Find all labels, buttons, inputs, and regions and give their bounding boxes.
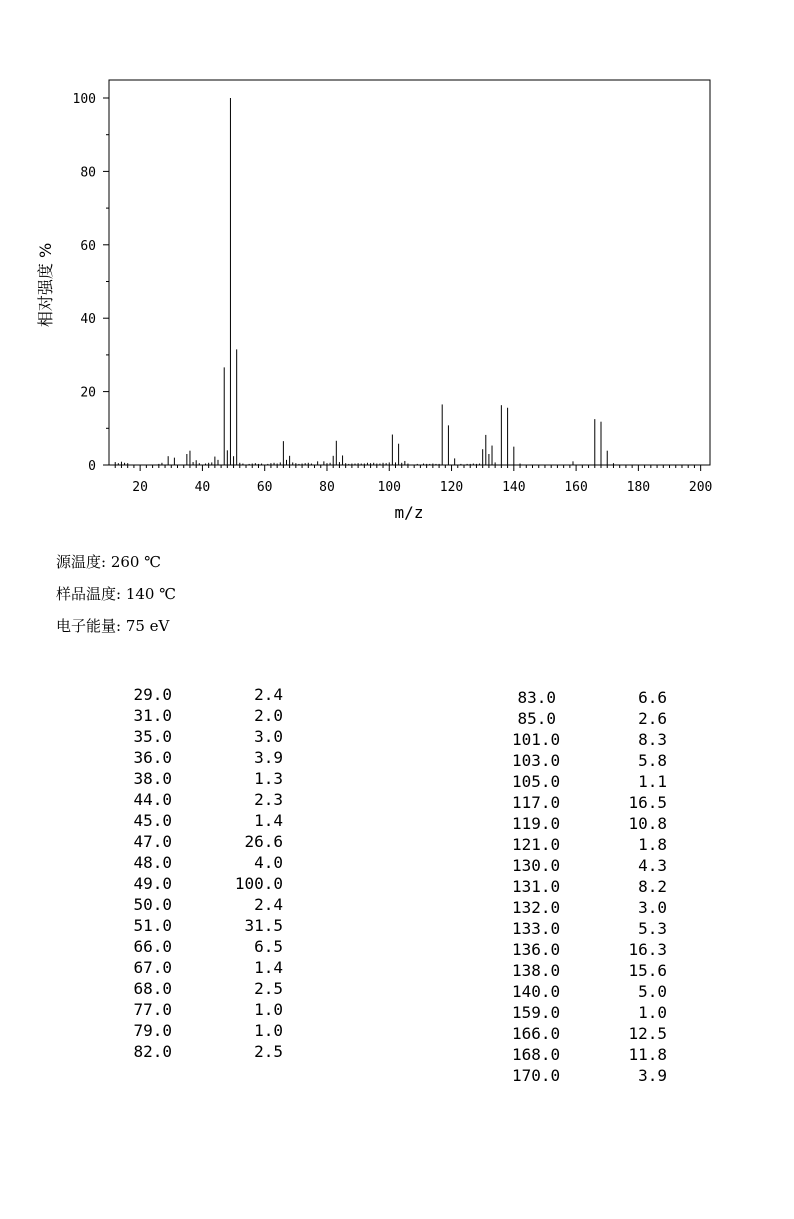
peak-table-row: [512, 855, 667, 876]
peak-abundance-value: 11.8: [628, 1045, 667, 1064]
y-axis-label: 相对强度 %: [36, 242, 55, 328]
peak-table-row: [512, 708, 667, 729]
peak-table-row: [512, 771, 667, 792]
peak-abundance-value: 2.3: [254, 790, 283, 809]
plot-frame: [109, 80, 710, 465]
peak-table-row: [128, 1020, 283, 1041]
peak-table-row: [512, 939, 667, 960]
x-axis-label: m/z: [394, 503, 424, 522]
peak-table-row: [512, 813, 667, 834]
peak-mz-value: 44.0: [133, 790, 172, 809]
peak-abundance-value: 15.6: [628, 961, 667, 980]
peak-mz-value: 159.0: [512, 1003, 561, 1022]
peak-table-row: [128, 747, 283, 768]
peak-table-row: [128, 957, 283, 978]
peak-table-row: [128, 726, 283, 747]
peak-abundance-value: 1.4: [254, 811, 283, 830]
peak-mz-value: 140.0: [512, 982, 561, 1001]
peak-mz-value: 83.0: [517, 688, 556, 707]
peak-table-row: [512, 1002, 667, 1023]
peak-mz-value: 51.0: [133, 916, 172, 935]
peak-mz-value: 45.0: [133, 811, 172, 830]
peak-table-row: [512, 960, 667, 981]
peak-table-row: [512, 1065, 667, 1086]
peak-abundance-value: 8.3: [638, 730, 667, 749]
peak-mz-value: 105.0: [512, 772, 561, 791]
peak-mz-value: 77.0: [133, 1000, 172, 1019]
peak-mz-value: 36.0: [133, 748, 172, 767]
peak-table-row: [512, 876, 667, 897]
peak-table-row: [512, 834, 667, 855]
source-temperature: 源温度: 260 ℃: [56, 553, 162, 571]
peak-abundance-value: 1.0: [254, 1021, 283, 1040]
peak-abundance-value: 1.3: [254, 769, 283, 788]
peak-mz-value: 101.0: [512, 730, 561, 749]
peak-abundance-value: 31.5: [244, 916, 283, 935]
peak-table-row: [128, 894, 283, 915]
peak-table-row: [512, 897, 667, 918]
peak-abundance-value: 16.5: [628, 793, 667, 812]
x-tick-label: 140: [502, 480, 526, 495]
peak-table-row: [512, 1023, 667, 1044]
peak-mz-value: 50.0: [133, 895, 172, 914]
x-tick-label: 120: [439, 480, 464, 495]
peak-bars: [115, 98, 613, 465]
peak-abundance-value: 1.8: [638, 835, 667, 854]
peak-mz-value: 31.0: [133, 706, 172, 725]
peak-table-row: [128, 915, 283, 936]
peak-table-row: [512, 687, 667, 708]
peak-table-left: [128, 684, 283, 1062]
peak-table-row: [512, 918, 667, 939]
x-axis-ticks: [115, 465, 712, 495]
y-tick-label: 20: [80, 385, 96, 401]
electron-energy: 电子能量: 75 eV: [56, 617, 170, 635]
peak-abundance-value: 2.0: [254, 706, 283, 725]
y-tick-label: 100: [72, 92, 96, 107]
peak-table-row: [128, 1041, 283, 1062]
x-tick-label: 80: [319, 480, 335, 495]
peak-table-row: [128, 852, 283, 873]
peak-table-row: [128, 999, 283, 1020]
sample-temperature: 样品温度: 140 ℃: [56, 585, 177, 603]
y-tick-label: 40: [80, 312, 96, 328]
peak-abundance-value: 3.0: [638, 898, 667, 917]
peak-mz-value: 138.0: [512, 961, 561, 980]
peak-mz-value: 103.0: [512, 751, 561, 770]
peak-mz-value: 49.0: [133, 874, 172, 893]
peak-mz-value: 82.0: [133, 1042, 172, 1061]
peak-abundance-value: 12.5: [628, 1024, 667, 1043]
peak-table-right: [512, 687, 667, 1086]
y-tick-label: 60: [80, 238, 96, 254]
peak-table-row: [128, 936, 283, 957]
x-tick-label: 160: [564, 480, 588, 495]
x-tick-label: 100: [377, 480, 402, 495]
peak-abundance-value: 4.3: [638, 856, 667, 875]
peak-abundance-value: 1.4: [254, 958, 283, 977]
peak-abundance-value: 26.6: [244, 832, 283, 851]
peak-table-row: [128, 768, 283, 789]
peak-abundance-value: 6.5: [254, 937, 283, 956]
peak-mz-value: 48.0: [133, 853, 172, 872]
peak-abundance-value: 2.5: [254, 979, 283, 998]
peak-abundance-value: 1.1: [638, 772, 667, 791]
peak-abundance-value: 1.0: [254, 1000, 283, 1019]
peak-abundance-value: 100.0: [234, 874, 283, 893]
peak-abundance-value: 2.5: [254, 1042, 283, 1061]
peak-table-row: [128, 873, 283, 894]
peak-abundance-value: 3.9: [638, 1066, 667, 1085]
peak-table-row: [128, 978, 283, 999]
peak-abundance-value: 16.3: [628, 940, 667, 959]
peak-table-row: [128, 810, 283, 831]
peak-abundance-value: 2.4: [254, 895, 283, 914]
peak-mz-value: 68.0: [133, 979, 172, 998]
peak-mz-value: 170.0: [512, 1066, 561, 1085]
peak-table-row: [512, 1044, 667, 1065]
peak-abundance-value: 5.0: [638, 982, 667, 1001]
x-tick-label: 60: [256, 480, 273, 495]
peak-table-row: [512, 750, 667, 771]
y-axis-ticks: [73, 92, 109, 474]
peak-mz-value: 132.0: [512, 898, 561, 917]
peak-abundance-value: 2.4: [254, 685, 283, 704]
x-tick-label: 40: [194, 480, 211, 495]
peak-mz-value: 136.0: [512, 940, 561, 959]
y-tick-label: 80: [80, 165, 96, 181]
peak-mz-value: 130.0: [512, 856, 561, 875]
peak-abundance-value: 8.2: [638, 877, 667, 896]
peak-abundance-value: 10.8: [628, 814, 667, 833]
peak-table-row: [512, 792, 667, 813]
peak-table-row: [512, 729, 667, 750]
peak-mz-value: 119.0: [512, 814, 561, 833]
peak-table-row: [128, 705, 283, 726]
y-tick-label: 0: [88, 459, 96, 474]
peak-table-row: [128, 789, 283, 810]
peak-mz-value: 85.0: [517, 709, 556, 728]
peak-mz-value: 79.0: [133, 1021, 172, 1040]
peak-mz-value: 168.0: [512, 1045, 561, 1064]
peak-table-row: [128, 684, 283, 705]
peak-mz-value: 133.0: [512, 919, 561, 938]
peak-mz-value: 38.0: [133, 769, 172, 788]
peak-abundance-value: 5.8: [638, 751, 667, 770]
peak-abundance-value: 4.0: [254, 853, 283, 872]
peak-mz-value: 29.0: [133, 685, 172, 704]
mass-spectrum-chart: [0, 0, 794, 540]
peak-mz-value: 121.0: [512, 835, 561, 854]
peak-mz-value: 66.0: [133, 937, 172, 956]
peak-abundance-value: 1.0: [638, 1003, 667, 1022]
peak-mz-value: 166.0: [512, 1024, 561, 1043]
x-tick-label: 180: [626, 480, 651, 495]
peak-abundance-value: 3.0: [254, 727, 283, 746]
peak-abundance-value: 6.6: [638, 688, 667, 707]
peak-table-row: [512, 981, 667, 1002]
peak-abundance-value: 5.3: [638, 919, 667, 938]
peak-table-row: [128, 831, 283, 852]
peak-abundance-value: 2.6: [638, 709, 667, 728]
peak-abundance-value: 3.9: [254, 748, 283, 767]
x-tick-label: 20: [132, 480, 148, 495]
peak-mz-value: 117.0: [512, 793, 561, 812]
peak-mz-value: 67.0: [133, 958, 172, 977]
peak-mz-value: 131.0: [512, 877, 561, 896]
x-tick-label: 200: [688, 480, 713, 495]
peak-mz-value: 47.0: [133, 832, 172, 851]
peak-mz-value: 35.0: [133, 727, 172, 746]
